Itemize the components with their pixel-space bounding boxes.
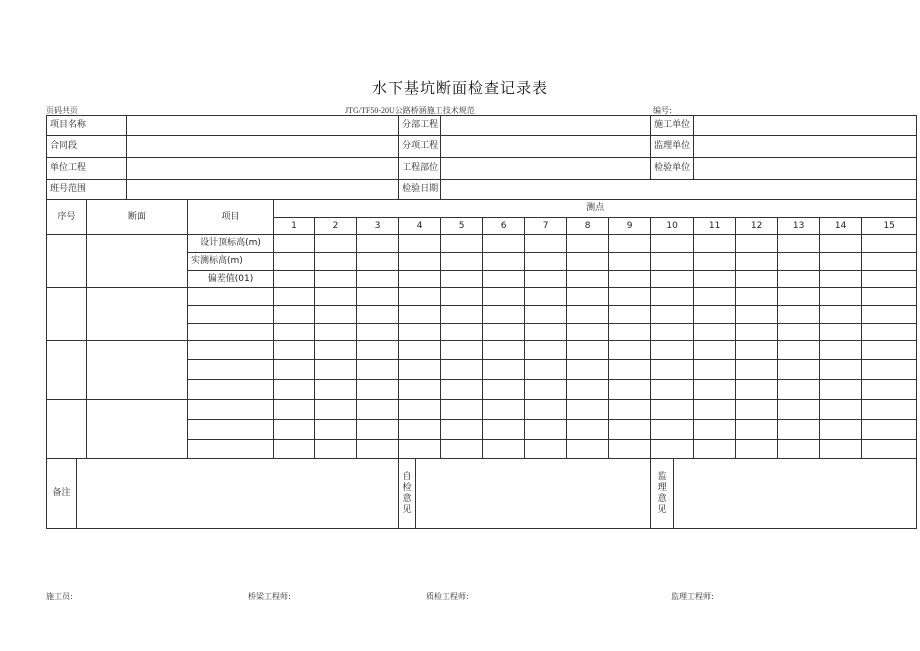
data-cell[interactable] <box>274 341 315 360</box>
data-cell[interactable] <box>736 440 778 459</box>
section-header: 断面 <box>87 200 188 235</box>
construction-unit-value[interactable] <box>694 116 917 136</box>
data-cell[interactable] <box>525 271 567 288</box>
section-cell[interactable] <box>87 288 188 341</box>
section-cell[interactable] <box>87 341 188 400</box>
design-top-elevation-label: 设计顶标高(m) <box>188 235 274 253</box>
data-cell[interactable] <box>274 271 315 288</box>
unit-project-value[interactable] <box>127 158 399 180</box>
division-project-value[interactable] <box>441 116 651 136</box>
subitem-project-value[interactable] <box>441 136 651 158</box>
data-cell[interactable] <box>862 306 917 324</box>
data-cell[interactable] <box>441 400 483 420</box>
point-number: 8 <box>567 218 609 235</box>
data-cell[interactable] <box>736 253 778 271</box>
data-cell[interactable] <box>399 440 441 459</box>
data-cell[interactable] <box>483 288 525 306</box>
data-cell[interactable] <box>525 420 567 440</box>
data-cell[interactable] <box>357 400 399 420</box>
data-cell[interactable] <box>567 420 609 440</box>
data-cell[interactable] <box>736 324 778 341</box>
data-cell[interactable] <box>525 235 567 253</box>
data-cell[interactable] <box>441 253 483 271</box>
data-cell[interactable] <box>820 440 862 459</box>
data-cell[interactable] <box>862 288 917 306</box>
subitem-project-label: 分项工程 <box>399 136 441 158</box>
data-cell[interactable] <box>399 288 441 306</box>
data-cell[interactable] <box>820 420 862 440</box>
item-cell[interactable] <box>188 400 274 420</box>
project-location-label: 工程部位 <box>399 158 441 180</box>
data-cell[interactable] <box>567 324 609 341</box>
data-cell[interactable] <box>820 380 862 400</box>
seq-cell[interactable] <box>47 288 87 341</box>
data-cell[interactable] <box>609 420 651 440</box>
data-cell[interactable] <box>525 400 567 420</box>
data-cell[interactable] <box>862 253 917 271</box>
project-name-label: 项目名称 <box>47 116 127 136</box>
data-cell[interactable] <box>609 306 651 324</box>
data-cell[interactable] <box>441 360 483 380</box>
data-cell[interactable] <box>483 440 525 459</box>
data-cell[interactable] <box>736 288 778 306</box>
data-cell[interactable] <box>315 360 357 380</box>
data-cell[interactable] <box>483 400 525 420</box>
deviation-label: 偏差值(01) <box>188 271 274 288</box>
remarks-field[interactable] <box>77 459 399 529</box>
data-cell[interactable] <box>399 271 441 288</box>
construction-unit-label: 施工单位 <box>651 116 694 136</box>
data-cell[interactable] <box>778 380 820 400</box>
point-number: 6 <box>483 218 525 235</box>
data-cell[interactable] <box>399 360 441 380</box>
unit-project-label: 单位工程 <box>47 158 127 180</box>
data-cell[interactable] <box>778 271 820 288</box>
data-cell[interactable] <box>399 341 441 360</box>
data-cell[interactable] <box>441 235 483 253</box>
data-cell[interactable] <box>357 324 399 341</box>
item-cell[interactable] <box>188 341 274 360</box>
data-cell[interactable] <box>315 235 357 253</box>
data-cell[interactable] <box>651 288 694 306</box>
record-number-label: 编号: <box>653 106 672 115</box>
data-cell[interactable] <box>862 440 917 459</box>
data-cell[interactable] <box>567 306 609 324</box>
data-cell[interactable] <box>820 271 862 288</box>
item-cell[interactable] <box>188 380 274 400</box>
data-cell[interactable] <box>694 380 736 400</box>
supervision-unit-value[interactable] <box>694 136 917 158</box>
data-cell[interactable] <box>525 341 567 360</box>
data-cell[interactable] <box>778 288 820 306</box>
seq-header: 序号 <box>47 200 87 235</box>
data-cell[interactable] <box>694 360 736 380</box>
data-cell[interactable] <box>862 420 917 440</box>
data-cell[interactable] <box>315 380 357 400</box>
data-cell[interactable] <box>736 360 778 380</box>
data-cell[interactable] <box>274 400 315 420</box>
remarks-label: 备注 <box>47 459 77 529</box>
data-cell[interactable] <box>315 324 357 341</box>
data-cell[interactable] <box>651 420 694 440</box>
data-cell[interactable] <box>778 360 820 380</box>
data-cell[interactable] <box>441 271 483 288</box>
data-cell[interactable] <box>483 380 525 400</box>
data-cell[interactable] <box>441 341 483 360</box>
data-cell[interactable] <box>651 380 694 400</box>
data-cell[interactable] <box>441 288 483 306</box>
data-cell[interactable] <box>694 235 736 253</box>
data-cell[interactable] <box>357 253 399 271</box>
data-cell[interactable] <box>483 306 525 324</box>
data-cell[interactable] <box>651 341 694 360</box>
data-cell[interactable] <box>441 420 483 440</box>
data-cell[interactable] <box>274 235 315 253</box>
data-cell[interactable] <box>736 271 778 288</box>
point-number: 10 <box>651 218 694 235</box>
data-cell[interactable] <box>483 253 525 271</box>
data-cell[interactable] <box>651 253 694 271</box>
section-cell[interactable] <box>87 400 188 459</box>
data-cell[interactable] <box>778 324 820 341</box>
data-cell[interactable] <box>399 400 441 420</box>
data-cell[interactable] <box>694 440 736 459</box>
supervision-opinion-field[interactable] <box>674 459 917 529</box>
data-cell[interactable] <box>274 440 315 459</box>
page-title: 水下基坑断面检查记录表 <box>371 79 548 97</box>
data-cell[interactable] <box>357 235 399 253</box>
point-number: 12 <box>736 218 778 235</box>
data-cell[interactable] <box>609 235 651 253</box>
data-cell[interactable] <box>820 288 862 306</box>
shift-range-value[interactable] <box>127 180 399 200</box>
data-cell[interactable] <box>399 420 441 440</box>
data-cell[interactable] <box>609 271 651 288</box>
data-cell[interactable] <box>315 440 357 459</box>
project-location-value[interactable] <box>441 158 651 180</box>
supervision-opinion-label: 监 理 意 见 <box>651 459 674 529</box>
point-number: 1 <box>274 218 315 235</box>
data-cell[interactable] <box>694 306 736 324</box>
data-cell[interactable] <box>399 306 441 324</box>
data-cell[interactable] <box>820 400 862 420</box>
bridge-engineer-signature-label: 桥梁工程师: <box>248 592 291 601</box>
data-cell[interactable] <box>483 420 525 440</box>
data-cell[interactable] <box>567 253 609 271</box>
point-number: 9 <box>609 218 651 235</box>
data-cell[interactable] <box>651 360 694 380</box>
inspection-unit-label: 检验单位 <box>651 158 694 180</box>
data-cell[interactable] <box>651 235 694 253</box>
data-cell[interactable] <box>736 341 778 360</box>
data-cell[interactable] <box>441 380 483 400</box>
data-cell[interactable] <box>525 380 567 400</box>
data-cell[interactable] <box>862 341 917 360</box>
data-cell[interactable] <box>694 288 736 306</box>
data-cell[interactable] <box>820 306 862 324</box>
data-cell[interactable] <box>694 420 736 440</box>
data-cell[interactable] <box>778 306 820 324</box>
data-cell[interactable] <box>778 235 820 253</box>
data-cell[interactable] <box>567 341 609 360</box>
data-cell[interactable] <box>357 341 399 360</box>
data-cell[interactable] <box>820 324 862 341</box>
point-number: 13 <box>778 218 820 235</box>
data-cell[interactable] <box>357 271 399 288</box>
item-cell[interactable] <box>188 306 274 324</box>
data-cell[interactable] <box>567 235 609 253</box>
data-cell[interactable] <box>567 360 609 380</box>
data-cell[interactable] <box>862 235 917 253</box>
data-cell[interactable] <box>567 271 609 288</box>
self-check-opinion-label: 自 检 意 见 <box>399 459 416 529</box>
data-cell[interactable] <box>778 341 820 360</box>
data-cell[interactable] <box>609 324 651 341</box>
data-cell[interactable] <box>609 288 651 306</box>
item-cell[interactable] <box>188 440 274 459</box>
data-cell[interactable] <box>651 271 694 288</box>
data-cell[interactable] <box>567 440 609 459</box>
data-cell[interactable] <box>315 253 357 271</box>
project-name-value[interactable] <box>127 116 399 136</box>
contract-section-value[interactable] <box>127 136 399 158</box>
data-cell[interactable] <box>862 400 917 420</box>
data-cell[interactable] <box>820 341 862 360</box>
data-cell[interactable] <box>862 324 917 341</box>
data-cell[interactable] <box>651 306 694 324</box>
data-cell[interactable] <box>609 253 651 271</box>
seq-cell[interactable] <box>47 235 87 288</box>
data-cell[interactable] <box>399 235 441 253</box>
data-cell[interactable] <box>736 420 778 440</box>
data-cell[interactable] <box>274 306 315 324</box>
seq-cell[interactable] <box>47 400 87 459</box>
data-cell[interactable] <box>609 380 651 400</box>
data-cell[interactable] <box>315 400 357 420</box>
data-cell[interactable] <box>274 420 315 440</box>
data-cell[interactable] <box>862 380 917 400</box>
point-number: 3 <box>357 218 399 235</box>
data-cell[interactable] <box>441 306 483 324</box>
data-cell[interactable] <box>274 324 315 341</box>
inspection-form-table <box>46 115 917 529</box>
data-cell[interactable] <box>525 288 567 306</box>
data-cell[interactable] <box>315 341 357 360</box>
data-cell[interactable] <box>820 235 862 253</box>
point-number: 15 <box>862 218 917 235</box>
data-cell[interactable] <box>862 271 917 288</box>
data-cell[interactable] <box>357 440 399 459</box>
data-cell[interactable] <box>357 360 399 380</box>
supervision-engineer-signature-label: 监理工程师: <box>671 592 714 601</box>
standard-reference: JTG/TF50-20U公路桥涵施工技术规范 <box>345 106 475 115</box>
data-cell[interactable] <box>315 271 357 288</box>
item-cell[interactable] <box>188 324 274 341</box>
data-cell[interactable] <box>567 288 609 306</box>
data-cell[interactable] <box>483 341 525 360</box>
table-row <box>47 235 917 253</box>
item-cell[interactable] <box>188 288 274 306</box>
supervision-unit-label: 监理单位 <box>651 136 694 158</box>
data-cell[interactable] <box>609 360 651 380</box>
data-cell[interactable] <box>694 324 736 341</box>
item-header: 项目 <box>188 200 274 235</box>
data-cell[interactable] <box>483 235 525 253</box>
data-cell[interactable] <box>778 440 820 459</box>
data-cell[interactable] <box>736 235 778 253</box>
point-number: 14 <box>820 218 862 235</box>
data-cell[interactable] <box>778 253 820 271</box>
data-cell[interactable] <box>399 380 441 400</box>
data-cell[interactable] <box>483 271 525 288</box>
data-cell[interactable] <box>651 400 694 420</box>
measure-points-header: 测点 <box>274 200 917 218</box>
data-cell[interactable] <box>778 400 820 420</box>
inspection-date-value[interactable] <box>441 180 917 200</box>
table-row <box>47 400 917 420</box>
point-number: 7 <box>525 218 567 235</box>
measured-elevation-label: 实测标高(m) <box>188 253 274 271</box>
data-cell[interactable] <box>315 306 357 324</box>
data-cell[interactable] <box>315 288 357 306</box>
data-cell[interactable] <box>483 324 525 341</box>
inspection-unit-value[interactable] <box>694 158 917 180</box>
table-row <box>47 341 917 360</box>
data-cell[interactable] <box>862 360 917 380</box>
data-cell[interactable] <box>567 400 609 420</box>
data-cell[interactable] <box>274 380 315 400</box>
data-cell[interactable] <box>315 420 357 440</box>
shift-range-label: 班号范围 <box>47 180 127 200</box>
data-cell[interactable] <box>651 440 694 459</box>
item-cell[interactable] <box>188 360 274 380</box>
data-cell[interactable] <box>694 253 736 271</box>
point-number: 2 <box>315 218 357 235</box>
data-cell[interactable] <box>483 360 525 380</box>
data-cell[interactable] <box>274 288 315 306</box>
data-cell[interactable] <box>609 400 651 420</box>
seq-cell[interactable] <box>47 341 87 400</box>
item-cell[interactable] <box>188 420 274 440</box>
data-cell[interactable] <box>525 306 567 324</box>
section-cell[interactable] <box>87 235 188 288</box>
contract-section-label: 合同段 <box>47 136 127 158</box>
page-count: 页码共页 <box>46 106 78 115</box>
data-cell[interactable] <box>694 400 736 420</box>
point-number: 11 <box>694 218 736 235</box>
point-number: 4 <box>399 218 441 235</box>
data-cell[interactable] <box>357 420 399 440</box>
data-cell[interactable] <box>525 440 567 459</box>
qc-engineer-signature-label: 质检工程师: <box>426 592 469 601</box>
data-cell[interactable] <box>525 324 567 341</box>
data-cell[interactable] <box>399 324 441 341</box>
data-cell[interactable] <box>820 360 862 380</box>
data-cell[interactable] <box>357 306 399 324</box>
data-cell[interactable] <box>736 380 778 400</box>
point-number: 5 <box>441 218 483 235</box>
data-cell[interactable] <box>274 253 315 271</box>
data-cell[interactable] <box>441 324 483 341</box>
self-check-opinion-field[interactable] <box>416 459 651 529</box>
data-cell[interactable] <box>357 380 399 400</box>
constructor-signature-label: 施工员: <box>46 592 73 601</box>
inspection-date-label: 检验日期 <box>399 180 441 200</box>
data-cell[interactable] <box>651 324 694 341</box>
data-cell[interactable] <box>357 288 399 306</box>
data-cell[interactable] <box>609 341 651 360</box>
data-cell[interactable] <box>399 253 441 271</box>
data-cell[interactable] <box>274 360 315 380</box>
data-cell[interactable] <box>441 440 483 459</box>
division-project-label: 分部工程 <box>399 116 441 136</box>
data-cell[interactable] <box>609 440 651 459</box>
data-cell[interactable] <box>736 306 778 324</box>
data-cell[interactable] <box>820 253 862 271</box>
data-cell[interactable] <box>567 380 609 400</box>
data-cell[interactable] <box>525 253 567 271</box>
data-cell[interactable] <box>778 420 820 440</box>
data-cell[interactable] <box>694 271 736 288</box>
data-cell[interactable] <box>694 341 736 360</box>
data-cell[interactable] <box>525 360 567 380</box>
data-cell[interactable] <box>736 400 778 420</box>
table-row <box>47 288 917 306</box>
